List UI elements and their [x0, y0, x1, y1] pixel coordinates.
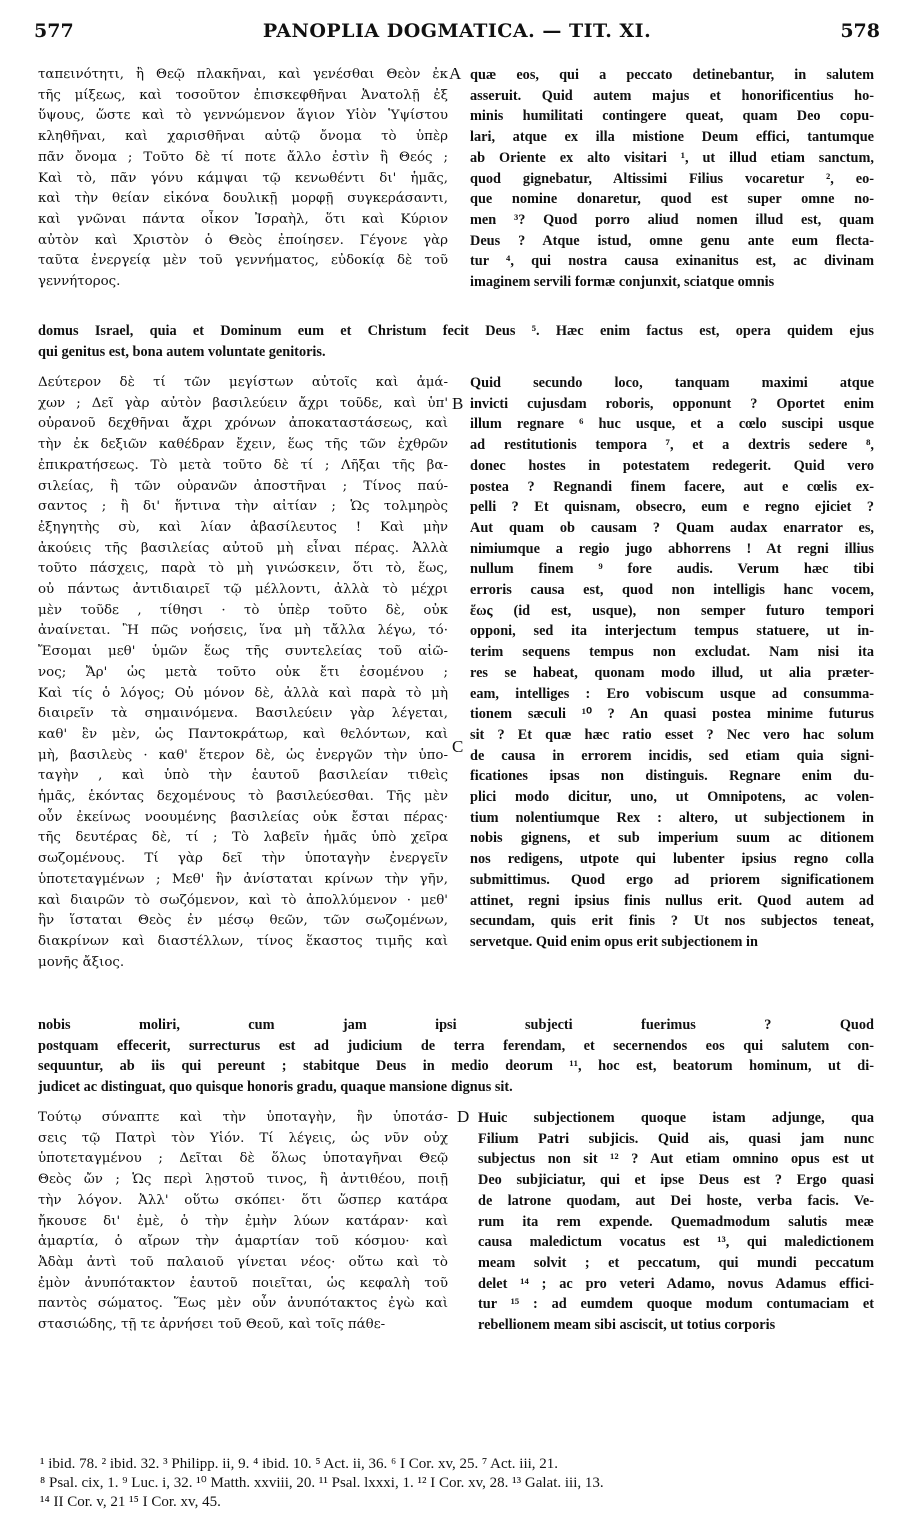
latin2-line: plici modo dicitur, uno, ut Omnipotens, ac volen- — [470, 789, 874, 806]
span2-line: judicet ac distinguat, quo quisque honoris gradu, quaque mansione dignus sit. — [38, 1079, 513, 1096]
latin2-line: terim sequens tempus non excludat. Nam nisi ita — [470, 644, 874, 661]
greek2-line: σαντος ; ἢ δι' ἥντινα τὴν αἰτίαν ; Ὡς τολμηρὸς — [38, 499, 448, 515]
latin1-line: ab Oriente ex alto visitari ¹, ut illud etiam sanctum, — [470, 149, 874, 166]
latin-column-section-a — [470, 65, 874, 293]
latin2-line: donec hostes in potestatem redegerit. Quid vero — [470, 457, 874, 474]
latin2-line: nos redigens, utpote qui lubenter ipsius regno colla — [470, 851, 874, 868]
latin2-line: ad restitutionis tempora ⁷, et a dextris sedere ⁸, — [470, 437, 874, 454]
latin2-line: ἕως (id est, usque), non semper futuro tempori — [470, 602, 874, 619]
greek1-line: ταπεινότητι, ἢ Θεῷ πλακῆναι, καὶ γενέσθαι Θεὸν ἐκ — [38, 67, 448, 82]
greek2-line: οὖν ἐκείνως νοουμένης βασιλείας οὐκ ἔσται πέρας· — [38, 809, 448, 825]
latin3-line: subjectus non sit ¹² ? Aut etiam omnino opus est ut — [478, 1151, 874, 1168]
section-marker-d: D — [457, 1107, 470, 1126]
greek2-line: ἀναίνεται. Ἢ πῶς νοήσεις, ἵνα μὴ τἄλλα λέγω, τό· — [38, 623, 448, 639]
latin1-line: minis humilitati contingere queat, quam Deo copu- — [470, 108, 874, 125]
span1-line: qui genitus est, bona autem voluntate genitoris. — [38, 343, 326, 360]
latin3-line: rum ita rem expende. Quemadmodum salutis meæ — [478, 1213, 874, 1230]
greek1-line: ταῦτα ἐνεργείᾳ μὲν τοῦ γεννήματος, εὐδοκίᾳ δὲ τοῦ — [38, 253, 448, 269]
footnotes — [40, 1455, 886, 1512]
footnotes-line: ⁸ Psal. cix, 1. ⁹ Luc. i, 32. ¹⁰ Matth. xxviii, 20. ¹¹ Psal. lxxxi, 1. ¹² I Cor. xv, 28. ¹³ Galat. iii, 13. — [40, 1475, 604, 1491]
greek2-line: μονῆς ἄξιος. — [38, 954, 125, 970]
latin2-line: de causa in errorem incidis, sed etiam quia signi- — [470, 747, 874, 764]
greek2-line: ἐπικρατήσεως. Τὸ μετὰ τοῦτο δὲ τί ; Λῆξαι τῆς βα- — [38, 457, 448, 473]
latin2-line: nimiumque a regio jugo abhorrens ! At regni illius — [470, 540, 874, 557]
latin3-line: Filium Patri subjicis. Quid ais, quasi jam nunc — [478, 1130, 874, 1147]
latin2-line: pelli ? Et quisnam, obsecro, eum e regno ejiciet ? — [470, 499, 874, 516]
latin2-line: tium nolentiumque Rex : altero, ut subjectionem in — [470, 809, 874, 826]
greek3-line: ὑποτεταγμένου ; Δεῖται δὲ ὅλως ὑποταγῆναι Θεῷ — [38, 1151, 448, 1167]
latin2-line: tionem sæculi ¹⁰ ? An quasi postea minime futurus — [470, 706, 874, 723]
greek2-line: σιλείας, ἢ τῶν οὐρανῶν ἀποστῆναι ; Τίνος παύ- — [38, 478, 448, 494]
greek1-line: γεννήτορος. — [38, 274, 121, 290]
latin2-line: nullum finem ⁹ fore audis. Verum hæc tibi — [470, 561, 874, 578]
latin2-line: secundam, quis erit finis ? Ut nos subjectos teneat, — [470, 913, 874, 930]
latin2-line: servetque. Quid enim opus erit subjectionem in — [470, 933, 758, 950]
latin3-line: Huic subjectionem quoque istam adjunge, qua — [478, 1110, 874, 1126]
greek1-line: κληθῆναι, καὶ χαρισθῆναι αὐτῷ ὄνομα τὸ ὑπὲρ — [38, 129, 448, 145]
greek3-line: ἐμὸν ἀνυπότακτον ἑαυτοῦ ποιεῖται, ὡς κεφαλὴ τοῦ — [38, 1275, 448, 1291]
latin3-line: tur ¹⁵ : ad eumdem quoque modum contumaciam et — [478, 1296, 874, 1313]
greek3-line: στασιώδης, τῇ τε ἀρνήσει τοῦ Θεοῦ, καὶ τοῖς πάθε- — [38, 1317, 386, 1333]
greek1-line: αὐτὸν καὶ Χριστὸν ὁ Θεὸς ἐποίησεν. Γέγονε γὰρ — [38, 232, 448, 248]
greek3-line: ἤκουσε δι' ἐμὲ, ὁ τὴν ἐμὴν λύων κατάραν· καὶ — [38, 1213, 448, 1229]
latin1-line: que nomine donaretur, quod est super omne no- — [470, 191, 874, 208]
latin1-line: asseruit. Quid autem majus et honorificentius ho- — [470, 87, 874, 104]
latin2-line: ficationes ipsas non distinguis. Regnare enim du- — [470, 768, 874, 785]
latin2-line: eam, intelliges : Ero vobiscum usque ad consumma- — [470, 685, 874, 702]
greek2-line: ὑποτεταγμένων ; Μεθ' ἣν ἀνίσταται κρίνων τὴν γῆν, — [38, 871, 448, 887]
latin1-line: imaginem servili formæ conjunxit, sciatque omnis — [470, 274, 775, 291]
greek3-line: Τούτῳ σύναπτε καὶ τὴν ὑποταγὴν, ἣν ὑποτάσ- — [38, 1110, 448, 1125]
latin2-line: erroris causa est, quod non intelligis hanc vocem, — [470, 582, 874, 599]
section-marker-a: A — [449, 64, 462, 83]
greek2-line: χων ; Δεῖ γὰρ αὐτὸν βασιλεύειν ἄχρι τοῦδε, καὶ ὑπ' — [38, 395, 448, 411]
greek1-line: ὕψους, ὥστε καὶ τὸ γεννώμενον ἅγιον Υἱὸν Ὑψίστου — [38, 108, 448, 124]
latin3-line: causa maledictum vocatus est ¹³, qui maledictionem — [478, 1234, 874, 1251]
greek-column-section-a — [38, 65, 448, 293]
greek1-line: καὶ τὴν θείαν εἰκόνα δουλικῇ μορφῇ συγκεράσαντι, — [38, 191, 448, 207]
span2-line: nobis moliri, cum jam ipsi subjecti fuerimus ? Quod — [38, 1017, 874, 1033]
greek-column-section-d — [38, 1108, 448, 1336]
latin3-line: rebellionem meam sibi asciscit, ut totius corporis — [478, 1317, 776, 1334]
greek2-line: ταγὴν , καὶ ὑπὸ τὴν ἑαυτοῦ βασιλείαν τιθεὶς — [38, 768, 448, 784]
latin1-line: men ³? Quod porro aliud nomen illud est, quam — [470, 211, 874, 228]
page-number-left: 577 — [34, 20, 74, 42]
latin3-line: de latrone quodam, aut Dei hoste, verba facis. Ve- — [478, 1192, 874, 1209]
footnotes-line: ¹ ibid. 78. ² ibid. 32. ³ Philipp. ii, 9. ⁴ ibid. 10. ⁵ Act. ii, 36. ⁶ I Cor. xv, 25. ⁷ Act. iii, 21. — [40, 1456, 559, 1472]
latin2-line: attinet, regni ipsius finis nullus erit. Quod autem ad — [470, 892, 874, 909]
section-marker-c: C — [452, 737, 464, 756]
running-title: PANOPLIA DOGMATICA. — TIT. XI. — [262, 20, 652, 42]
greek2-line: τὴν ἐκ δεξιῶν καθέδραν ἔχειν, ἕως τῆς τῶν ἐχθρῶν — [38, 437, 448, 453]
latin2-line: opponi, sed ita interjectum tempus statuere, ut in- — [470, 623, 874, 640]
section-marker-b: B — [452, 394, 464, 413]
greek2-line: ἡμᾶς, ἑκόντας δεχομένους τὸ βασιλεύεσθαι. Τῆς μὲν — [38, 789, 448, 805]
latin1-line: quæ eos, qui a peccato detinebantur, in salutem — [470, 67, 874, 83]
latin2-line: postea ? Regnandi finem facere, aut e cœlis ex- — [470, 478, 874, 495]
latin2-line: sit ? Et quæ hæc ratio esset ? Nec vero hac solum — [470, 726, 874, 743]
footnotes-line: ¹⁴ II Cor. v, 21 ¹⁵ I Cor. xv, 45. — [40, 1494, 221, 1510]
greek3-line: τὴν λόγον. Ἀλλ' οὕτω σκόπει· ὅτι ὥσπερ κατάρα — [38, 1192, 448, 1208]
latin2-line: submittimus. Quod ergo ad priorem significationem — [470, 871, 874, 888]
span2-line: sequuntur, ab iis qui pereunt ; stabitque Deus in medio deorum ¹¹, hoc est, beatorum hominum, ut di- — [38, 1058, 874, 1075]
greek3-line: Θεὸς ὤν ; Ὡς περὶ λῃστοῦ τινος, ἢ ἀντιθέου, ποιῇ — [38, 1172, 448, 1188]
greek1-line: τῆς μίξεως, καὶ τοσοῦτον ἐπισκεφθῆναι Ἀνατολῇ ἐξ — [38, 87, 448, 103]
greek1-line: πᾶν ὄνομα ; Τοῦτο δὲ τί ποτε ἄλλο ἐστὶν ἢ Θεός ; — [38, 149, 448, 165]
latin3-line: meam solvit ; et peccatum, qui mundi peccatum — [478, 1254, 874, 1271]
latin1-line: quod gignebatur, Altissimi Filius vocaretur ², eo- — [470, 170, 874, 187]
latin1-line: lari, atque ex illa mistione Deum effici, tantumque — [470, 129, 874, 146]
span2-line: postquam effecerit, surrecturus est ad judicium de terra ferendam, et secernendos eos qui salutem con- — [38, 1037, 874, 1054]
latin2-line: res se habeat, quonam modo illud, ut alia præter- — [470, 664, 874, 681]
page-header — [34, 20, 880, 46]
greek2-line: μὴ, βασιλεὺς · καθ' ἕτερον δὲ, ὡς ἐνεργῶν τὴν ὑπο- — [38, 747, 448, 763]
greek3-line: παντὸς σώματος. Ἕως μὲν οὖν ἀνυπότακτος ἐγὼ καὶ — [38, 1296, 448, 1312]
greek-column-section-b — [38, 373, 448, 973]
greek2-line: τῆς δευτέρας δὲ, τί ; Τὸ λαβεῖν ἡμᾶς ὑπὸ χεῖρα — [38, 830, 448, 846]
greek2-line: Καὶ τίς ὁ λόγος; Οὐ μόνον δὲ, ἀλλὰ καὶ παρὰ τὸ μὴ — [38, 685, 448, 701]
latin1-line: Deus ? Atque istud, omne genu ante eum flecta- — [470, 232, 874, 249]
greek2-line: σωζομένους. Τί γὰρ δεῖ τὴν ὑποταγὴν ἐνεργεῖν — [38, 851, 448, 867]
latin-column-section-b — [470, 373, 874, 953]
greek3-line: Ἀδὰμ ἀντὶ τοῦ παλαιοῦ γίνεται νέος· οὕτω καὶ τὸ — [38, 1254, 448, 1270]
greek1-line: Καὶ τὸ, πᾶν γόνυ κάμψαι τῷ κενωθέντι δι' ἡμᾶς, — [38, 170, 448, 186]
greek2-line: διακρίνων καὶ διαστέλλων, τίνος ἕκαστος τιμῆς καὶ — [38, 933, 448, 949]
greek2-line: μὲν τοῦδε , τίθησι · τὸ ὑπὲρ τοῦτο δὲ, οὐκ — [38, 602, 448, 618]
latin2-line: nobis gignens, et sub imperium suum ac ditionem — [470, 830, 874, 847]
greek2-line: ἀκούεις τῆς βασιλείας αὐτοῦ μὴ εἶναι πέρας. Ἀλλὰ — [38, 540, 448, 556]
greek2-line: νος; Ἄρ' ὡς μετὰ τοῦτο οὐκ ἔτι ἐσομένου ; — [38, 664, 448, 680]
greek2-line: ἐξηγητὴς σὺ, καὶ λίαν ἀβασίλευτος ! Καὶ μὴν — [38, 519, 448, 535]
span1-line: domus Israel, quia et Dominum eum et Christum fecit Deus ⁵. Hæc enim factus est, opera quidem ejus — [38, 323, 874, 339]
latin2-line: Quid secundo loco, tanquam maximi atque — [470, 375, 874, 391]
latin3-line: Deo subjiciatur, qui et ipse Deus est ? Ergo quasi — [478, 1172, 874, 1189]
greek2-line: ἣν ἵσταται Θεὸς ἐν μέσῳ θεῶν, τῶν σωζομένων, — [38, 913, 448, 929]
latin2-line: invicti cujusdam roboris, opponunt ? Oportet enim — [470, 395, 874, 412]
latin-full-width-paragraph-1 — [38, 321, 874, 362]
greek2-line: οὐ πάντως ἀντιδιαιρεῖ τῷ μέλλοντι, ἀλλὰ τὸ μέχρι — [38, 582, 448, 598]
greek3-line: ἁμαρτία, ὁ αἴρων τὴν ἁμαρτίαν τοῦ κόσμου· καὶ — [38, 1234, 448, 1250]
greek2-line: διαιρεῖν τὰ σημαινόμενα. Βασιλεύειν γὰρ λέγεται, — [38, 706, 448, 722]
latin3-line: delet ¹⁴ ; ac pro veteri Adamo, novus Adamus effici- — [478, 1275, 874, 1292]
latin-column-section-d — [478, 1108, 874, 1336]
greek3-line: σεις τῷ Πατρὶ τὸν Υἱόν. Τί λέγεις, ὡς νῦν οὐχ — [38, 1130, 448, 1146]
greek2-line: καὶ διαιρῶν τὸ σωζόμενον, καὶ τὸ ἀπολλύμενον · μεθ' — [38, 892, 448, 908]
page-number-right: 578 — [840, 20, 880, 42]
greek2-line: Ἔσομαι μεθ' ὑμῶν ἕως τῆς συντελείας τοῦ αἰῶ- — [38, 644, 448, 660]
latin2-line: Aut quam ob causam ? Quam audax enarrator es, — [470, 519, 874, 536]
latin-full-width-paragraph-2 — [38, 1015, 874, 1098]
greek2-line: τοῦτο πάσχεις, παρὰ τὸ μὴ γινώσκειν, ὅτι τὸ, ἕως, — [38, 561, 448, 577]
latin1-line: tur ⁴, qui nostra causa exinanitus est, ac divinam — [470, 253, 874, 270]
greek1-line: καὶ γνῶναι πάντα οἶκον Ἰσραὴλ, ὅτι καὶ Κύριον — [38, 211, 448, 227]
greek2-line: καθ' ἓν μὲν, ὡς Παντοκράτωρ, καὶ θελόντων, καὶ — [38, 726, 448, 742]
greek2-line: οὐρανοῦ δεχθῆναι ἄχρι χρόνων ἀποκαταστάσεως, καὶ — [38, 416, 448, 432]
greek2-line: Δεύτερον δὲ τί τῶν μεγίστων αὐτοῖς καὶ ἀμά- — [38, 375, 448, 390]
latin2-line: illum regnare ⁶ huc usque, et a cœlo suscipi usque — [470, 416, 874, 433]
